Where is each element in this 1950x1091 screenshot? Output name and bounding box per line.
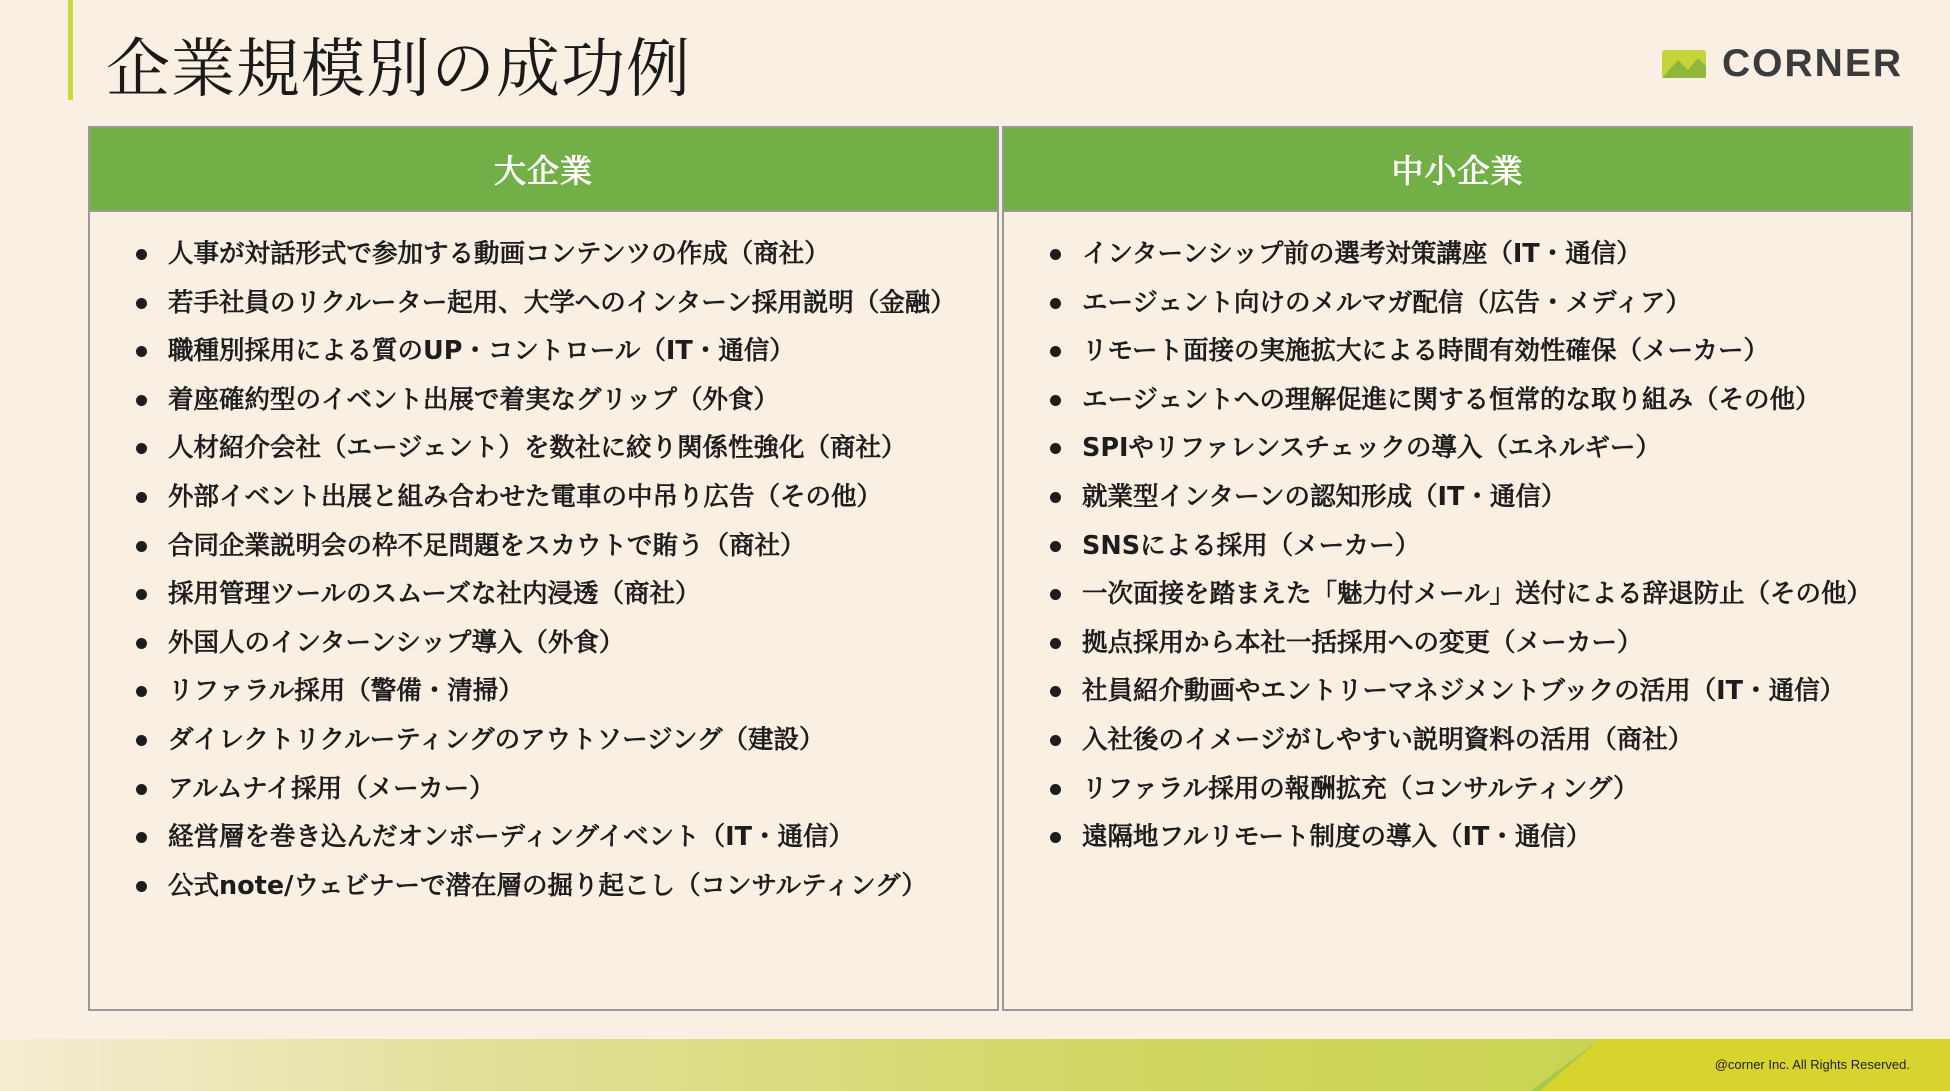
list-item: 外国人のインターンシップ導入（外食） <box>136 619 977 668</box>
list-item: 合同企業説明会の枠不足問題をスカウトで賄う（商社） <box>136 522 977 571</box>
large-company-panel <box>88 126 999 1011</box>
large-company-header <box>90 128 997 212</box>
list-item: エージェントへの理解促進に関する恒常的な取り組み（その他） <box>1050 376 1891 425</box>
list-item: 人材紹介会社（エージェント）を数社に絞り関係性強化（商社） <box>136 424 977 473</box>
list-item: 人事が対話形式で参加する動画コンテンツの作成（商社） <box>136 230 977 279</box>
large-company-list <box>90 212 997 910</box>
small-company-header <box>1004 128 1911 212</box>
large-company-heading: 大企業 <box>493 152 593 190</box>
title-accent-bar <box>68 0 73 100</box>
list-item: SNSによる採用（メーカー） <box>1050 522 1891 571</box>
list-item: リモート面接の実施拡大による時間有効性確保（メーカー） <box>1050 327 1891 376</box>
list-item: 職種別採用による質のUP・コントロール（IT・通信） <box>136 327 977 376</box>
list-item: 外部イベント出展と組み合わせた電車の中吊り広告（その他） <box>136 473 977 522</box>
list-item: エージェント向けのメルマガ配信（広告・メディア） <box>1050 279 1891 328</box>
list-item: 着座確約型のイベント出展で着実なグリップ（外食） <box>136 376 977 425</box>
small-company-heading: 中小企業 <box>1391 152 1524 190</box>
corner-logo <box>1662 42 1903 86</box>
list-item: 遠隔地フルリモート制度の導入（IT・通信） <box>1050 813 1891 862</box>
copyright-text: @corner Inc. All Rights Reserved. <box>1714 1057 1910 1072</box>
list-item: 社員紹介動画やエントリーマネジメントブックの活用（IT・通信） <box>1050 667 1891 716</box>
page-title: 企業規模別の成功例 <box>106 33 691 107</box>
list-item: 経営層を巻き込んだオンボーディングイベント（IT・通信） <box>136 813 977 862</box>
list-item: 入社後のイメージがしやすい説明資料の活用（商社） <box>1050 716 1891 765</box>
list-item: 公式note/ウェビナーで潜在層の掘り起こし（コンサルティング） <box>136 862 977 911</box>
corner-logo-icon <box>1662 50 1706 78</box>
list-item: アルムナイ採用（メーカー） <box>136 765 977 814</box>
footer-band <box>0 1039 1950 1091</box>
list-item: SPIやリファレンスチェックの導入（エネルギー） <box>1050 424 1891 473</box>
small-company-list <box>1004 212 1911 862</box>
list-item: インターンシップ前の選考対策講座（IT・通信） <box>1050 230 1891 279</box>
list-item: 就業型インターンの認知形成（IT・通信） <box>1050 473 1891 522</box>
list-item: 採用管理ツールのスムーズな社内浸透（商社） <box>136 570 977 619</box>
list-item: ダイレクトリクルーティングのアウトソージング（建設） <box>136 716 977 765</box>
list-item: リファラル採用（警備・清掃） <box>136 667 977 716</box>
logo-text: CORNER <box>1722 42 1904 85</box>
list-item: 拠点採用から本社一括採用への変更（メーカー） <box>1050 619 1891 668</box>
list-item: リファラル採用の報酬拡充（コンサルティング） <box>1050 765 1891 814</box>
list-item: 若手社員のリクルーター起用、大学へのインターン採用説明（金融） <box>136 279 977 328</box>
small-company-panel <box>1002 126 1913 1011</box>
list-item: 一次面接を踏まえた「魅力付メール」送付による辞退防止（その他） <box>1050 570 1891 619</box>
